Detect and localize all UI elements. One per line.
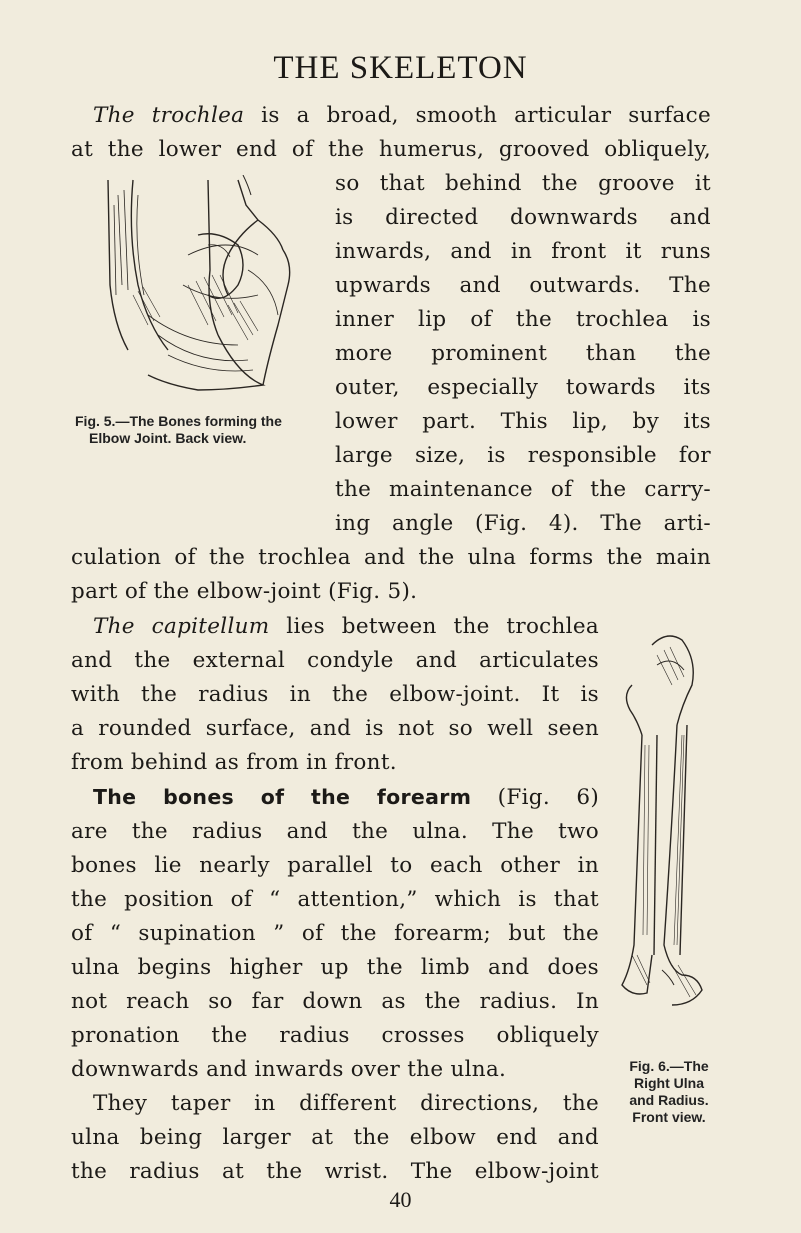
text-line: so that behind the groove it bbox=[335, 171, 711, 196]
text-line: outer, especially towards its bbox=[335, 375, 711, 400]
page-number: 40 bbox=[389, 1187, 412, 1212]
text-span: (Fig. 6) bbox=[471, 785, 600, 810]
text-span: lies between the trochlea bbox=[269, 614, 599, 639]
text-line: the radius at the wrist. The elbow-joint bbox=[71, 1159, 599, 1184]
text-line: more prominent than the bbox=[335, 341, 711, 366]
text-line: are the radius and the ulna. The two bbox=[71, 819, 599, 844]
text-line: ulna being larger at the elbow end and bbox=[71, 1125, 599, 1150]
figure-ulna-radius-illustration bbox=[612, 625, 712, 1040]
text-line: is directed downwards and bbox=[335, 205, 711, 230]
caption-line: Right Ulna bbox=[634, 1075, 704, 1091]
text-line: ulna begins higher up the limb and does bbox=[71, 955, 599, 980]
caption-line: and Radius. bbox=[629, 1092, 709, 1108]
term-capitellum: The capitellum bbox=[93, 614, 270, 639]
text-line bbox=[71, 103, 711, 128]
text-line: downwards and inwards over the ulna. bbox=[71, 1057, 507, 1082]
text-line: inwards, and in front it runs bbox=[335, 239, 711, 264]
caption-line: Fig. 6.—The bbox=[629, 1058, 709, 1074]
text-line: bones lie nearly parallel to each other in bbox=[71, 853, 599, 878]
text-line: and the external condyle and articulates bbox=[71, 648, 599, 673]
text-line bbox=[71, 785, 599, 810]
text-line: inner lip of the trochlea is bbox=[335, 307, 711, 332]
caption-line: Front view. bbox=[632, 1109, 706, 1125]
running-header: THE SKELETON bbox=[273, 50, 528, 86]
text-span: is a broad, smooth articular surface bbox=[244, 103, 712, 128]
text-line: lower part. This lip, by its bbox=[335, 409, 711, 434]
term-trochlea: The trochlea bbox=[93, 103, 245, 128]
text-line: the position of “ attention,” which is that bbox=[71, 887, 599, 912]
text-line bbox=[71, 614, 599, 639]
text-line: ing angle (Fig. 4). The arti- bbox=[335, 511, 711, 536]
caption-line: Fig. 5.—The Bones forming the bbox=[75, 413, 282, 429]
text-line: with the radius in the elbow-joint. It is bbox=[71, 682, 599, 707]
text-line: pronation the radius crosses obliquely bbox=[71, 1023, 599, 1048]
figure-5-caption bbox=[75, 413, 282, 447]
text-line: They taper in different directions, the bbox=[93, 1091, 599, 1116]
figure-6-caption bbox=[621, 1058, 717, 1126]
text-line: at the lower end of the humerus, grooved obliquely, bbox=[71, 137, 711, 162]
term-bones-of-forearm: The bones of the forearm bbox=[93, 785, 472, 809]
text-line: of “ supination ” of the forearm; but the bbox=[71, 921, 599, 946]
caption-line: Elbow Joint. Back view. bbox=[89, 430, 247, 446]
text-line: not reach so far down as the radius. In bbox=[71, 989, 599, 1014]
text-line: a rounded surface, and is not so well seen bbox=[71, 716, 599, 741]
text-line: part of the elbow-joint (Fig. 5). bbox=[71, 579, 418, 604]
text-line: from behind as from in front. bbox=[71, 750, 397, 775]
text-line: large size, is responsible for bbox=[335, 443, 711, 468]
text-line: the maintenance of the carry- bbox=[335, 477, 711, 502]
figure-elbow-joint-illustration bbox=[88, 175, 328, 400]
text-line: culation of the trochlea and the ulna forms the main bbox=[71, 545, 711, 570]
text-line: upwards and outwards. The bbox=[335, 273, 711, 298]
